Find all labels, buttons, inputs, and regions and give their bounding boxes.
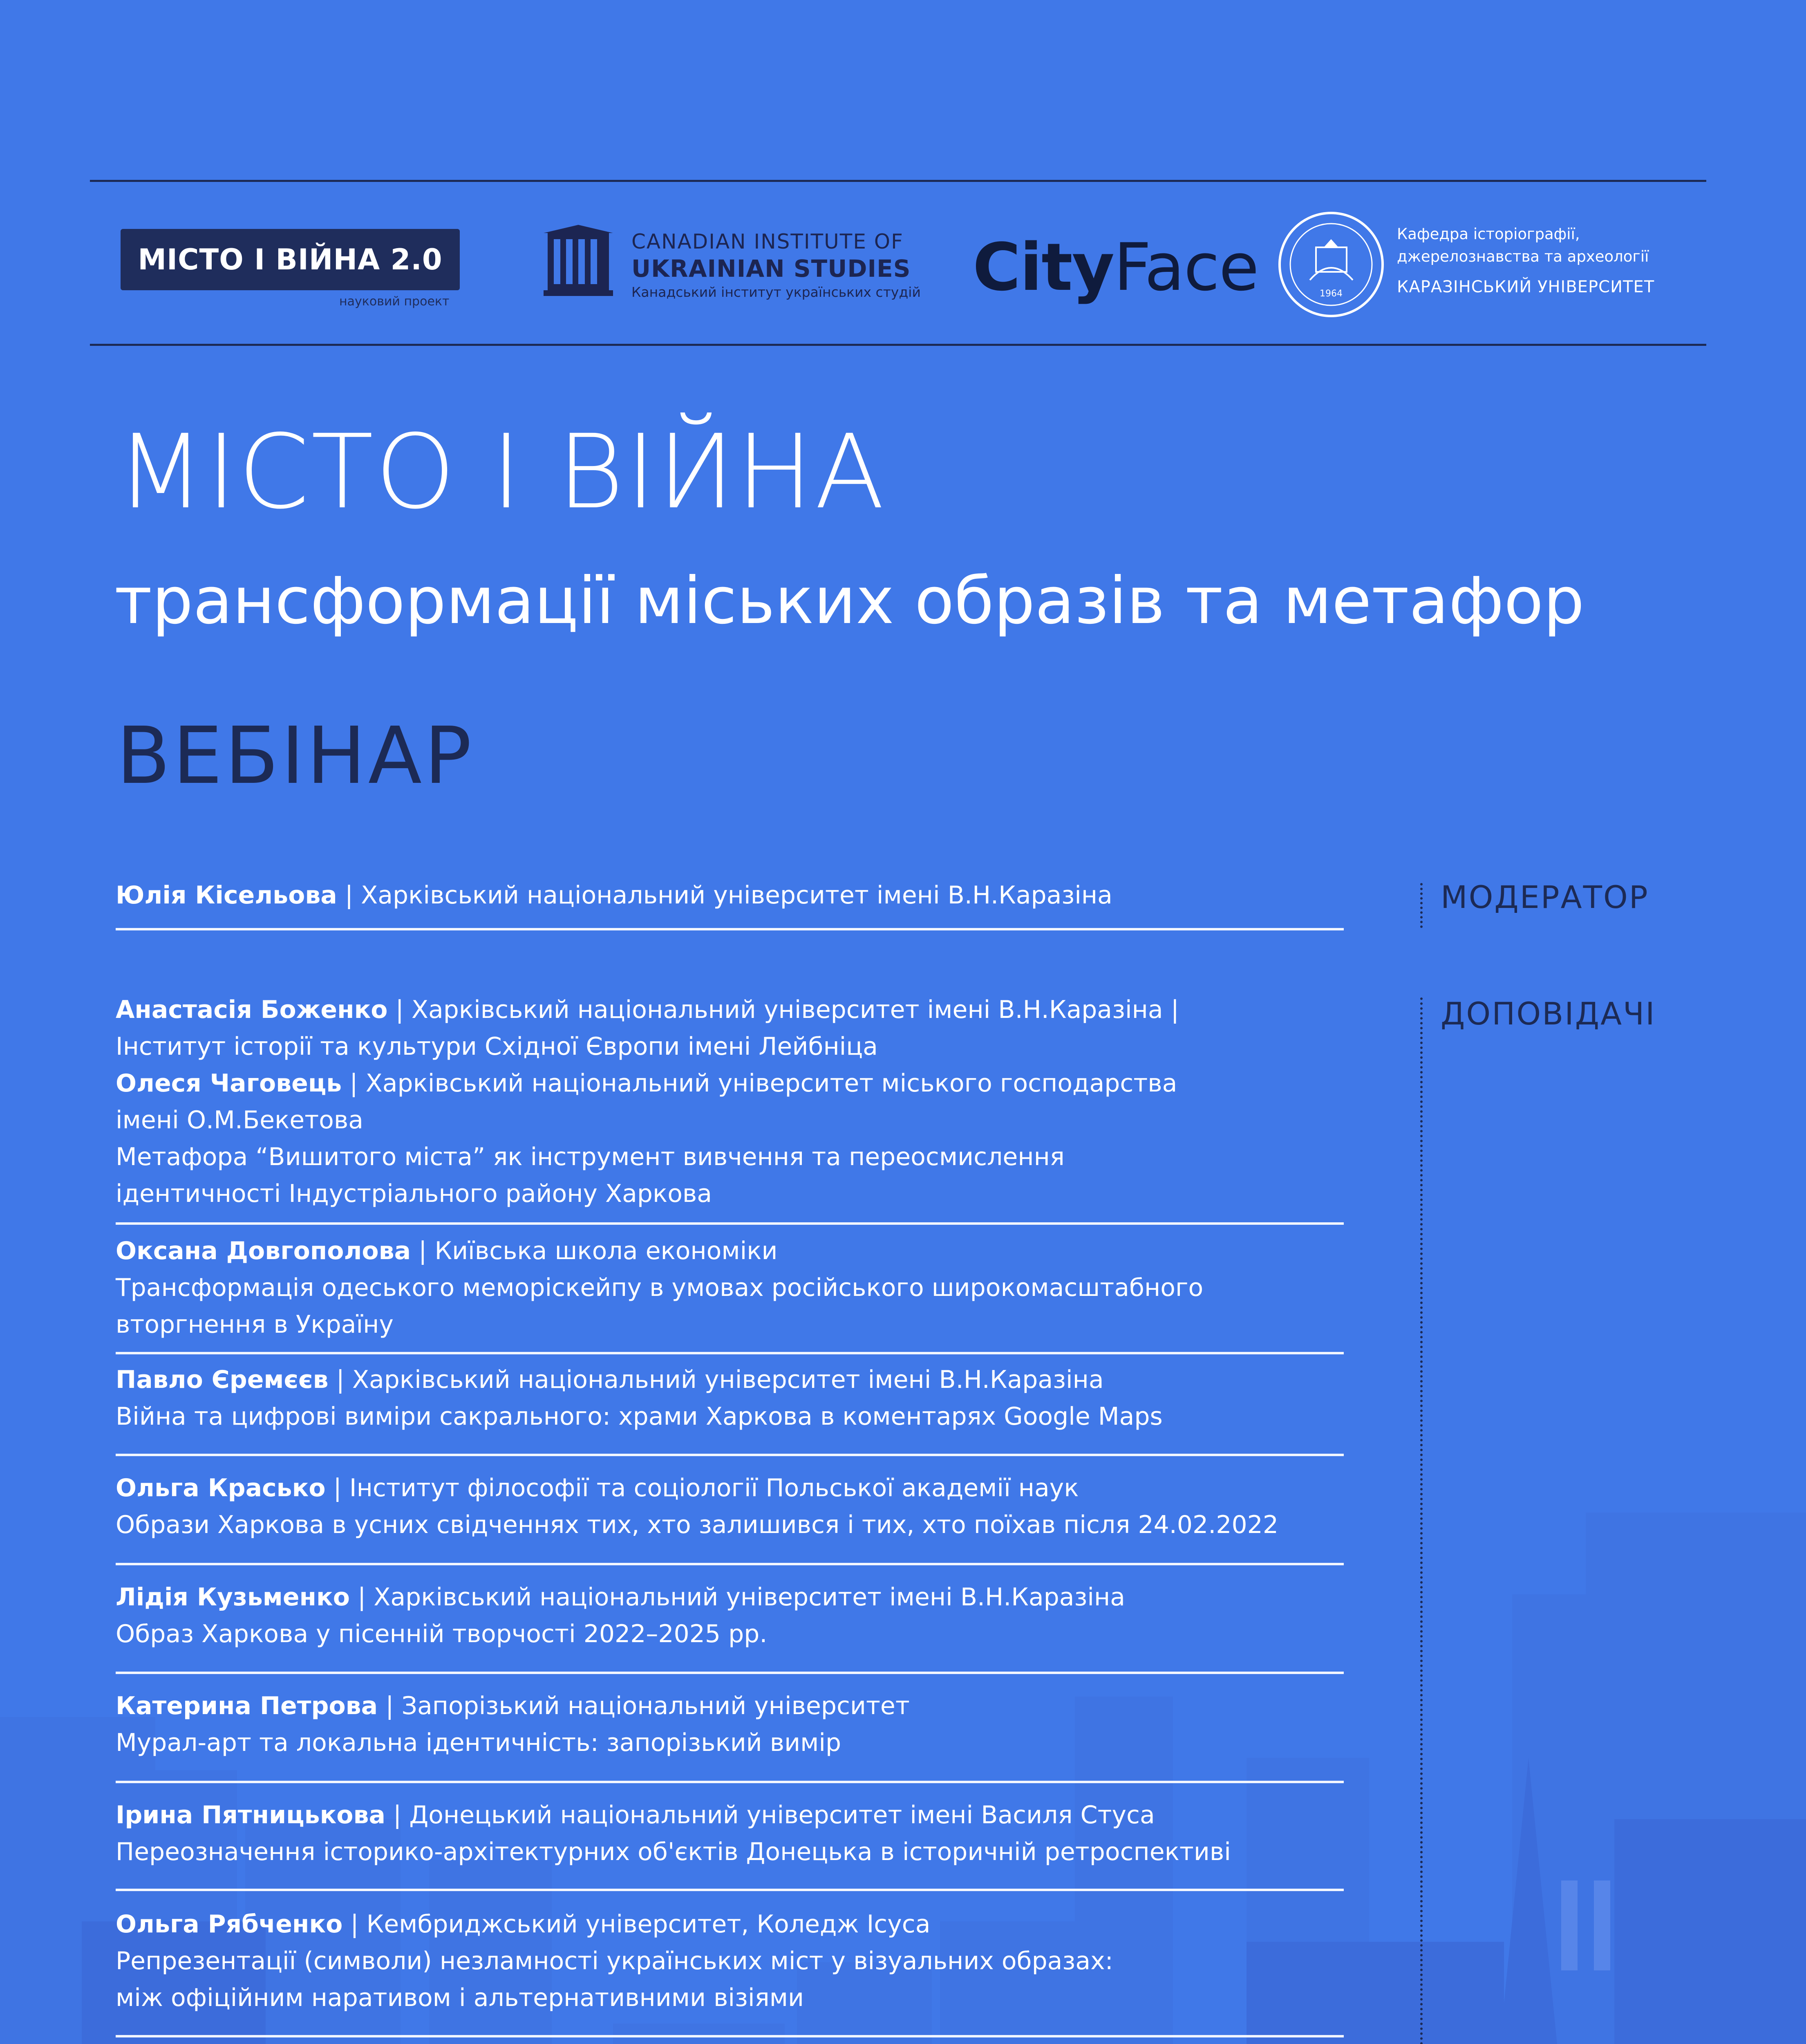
logo-bottom-rule <box>90 344 1706 346</box>
university-seal-icon <box>1277 211 1385 319</box>
moderator-name: Юлія Кісельова <box>116 881 337 910</box>
moderator-label: МОДЕРАТОР <box>1441 879 1649 915</box>
moderator-entry <box>116 877 1366 914</box>
cius-line1: CANADIAN INSTITUTE OF <box>631 230 904 253</box>
moderator-affiliation: | Харківський національний університет імені В.Н.Каразіна <box>337 881 1112 910</box>
cius-logo-text <box>631 229 921 302</box>
speakers-label: ДОПОВІДАЧІ <box>1441 995 1656 1032</box>
talk-title: Мурал-арт та локальна ідентичність: запорізький вимір <box>116 1728 841 1757</box>
talk-title-cont: ідентичності Індустріального району Харкова <box>116 1179 712 1208</box>
separator <box>116 2035 1344 2037</box>
talk-title: Репрезентації (символи) незламності українських міст у візуальних образах: <box>116 1947 1113 1975</box>
speaker-entry <box>116 991 1366 1212</box>
speaker-name: Олеся Чаговець <box>116 1069 342 1098</box>
separator <box>116 1889 1344 1891</box>
speaker-entry <box>116 1797 1366 1870</box>
speaker-entry <box>116 1906 1366 2016</box>
top-rule <box>90 180 1706 182</box>
speaker-affiliation: | Донецький національний університет імені Василя Стуса <box>385 1801 1155 1829</box>
speaker-name: Ольга Красько <box>116 1474 326 1502</box>
talk-title: Образи Харкова в усних свідченнях тих, хто залишився і тих, хто поїхав після 24.02.2022 <box>116 1511 1278 1539</box>
speaker-affiliation: | Харківський національний університет імені В.Н.Каразіна | <box>387 995 1179 1024</box>
speaker-entry <box>116 1470 1366 1543</box>
talk-title: Війна та цифрові виміри сакрального: храми Харкова в коментарях Google Maps <box>116 1402 1163 1431</box>
speaker-entry <box>116 1233 1366 1343</box>
speaker-affiliation-cont: Інститут історії та культури Східної Європи імені Лейбніца <box>116 1032 878 1061</box>
talk-title-cont: вторгнення в Україну <box>116 1310 394 1339</box>
speaker-name: Катерина Петрова <box>116 1692 378 1720</box>
speaker-affiliation: | Харківський національний університет міського господарства <box>342 1069 1177 1098</box>
department-university: КАРАЗІНСЬКИЙ УНІВЕРСИТЕТ <box>1397 278 1655 296</box>
speaker-name: Лідія Кузьменко <box>116 1583 350 1611</box>
speaker-affiliation-cont: імені О.М.Бекетова <box>116 1106 363 1134</box>
speaker-name: Ольга Рябченко <box>116 1910 343 1939</box>
separator <box>116 1563 1344 1565</box>
speaker-entry <box>116 1688 1366 1761</box>
seal-year: 1964 <box>1320 289 1343 299</box>
department-line2: джерелознавства та археології <box>1397 248 1649 265</box>
speaker-affiliation: | Запорізький національний університет <box>378 1692 910 1720</box>
talk-title: Трансформація одеського меморіскейпу в умовах російського широкомасштабного <box>116 1273 1204 1302</box>
separator <box>116 1454 1344 1456</box>
speaker-name: Павло Єремєєв <box>116 1365 329 1394</box>
separator <box>116 928 1344 930</box>
separator <box>116 1672 1344 1674</box>
separator <box>116 1352 1344 1354</box>
speaker-affiliation: | Інститут філософії та соціології Польської академії наук <box>325 1474 1079 1502</box>
cityface-logo <box>973 229 1258 305</box>
talk-title-cont: між офіційним наративом і альтернативними візіями <box>116 1983 804 2012</box>
project-badge-text: МІСТО І ВІЙНА 2.0 <box>138 243 443 276</box>
speakers-divider <box>1420 997 1423 2044</box>
speaker-name: Ірина Пятницькова <box>116 1801 385 1829</box>
talk-title: Метафора “Вишитого міста” як інструмент вивчення та переосмислення <box>116 1143 1065 1171</box>
speaker-name: Оксана Довгополова <box>116 1237 411 1265</box>
speaker-entry <box>116 1579 1366 1652</box>
separator <box>116 1781 1344 1783</box>
talk-title: Образ Харкова у пісенній творчості 2022–2025 рр. <box>116 1620 768 1648</box>
speaker-affiliation: | Харківський національний університет імені В.Н.Каразіна <box>349 1583 1126 1611</box>
department-line1: Кафедра історіографії, <box>1397 225 1580 243</box>
speaker-entry <box>116 1361 1366 1435</box>
separator <box>116 1222 1344 1225</box>
talk-title: Переозначення історико-архітектурних об'єктів Донецька в історичній ретроспективі <box>116 1838 1231 1866</box>
page-title: МІСТО І ВІЙНА <box>116 412 886 531</box>
cityface-light: Face <box>1114 229 1258 305</box>
speaker-name: Анастасія Боженко <box>116 995 388 1024</box>
cius-line2: UKRAINIAN STUDIES <box>631 255 911 282</box>
speaker-affiliation: | Харківський національний університет імені В.Н.Каразіна <box>328 1365 1104 1394</box>
event-type: ВЕБІНАР <box>116 710 474 802</box>
speaker-affiliation: | Кембриджський університет, Коледж Ісуса <box>342 1910 931 1939</box>
cius-building-icon <box>544 225 613 298</box>
project-badge-logo <box>121 229 460 290</box>
cius-line3: Канадський інститут українських студій <box>631 284 921 300</box>
cityface-bold: City <box>973 229 1114 305</box>
speaker-affiliation: | Київська школа економіки <box>411 1237 778 1265</box>
department-logo-text <box>1397 223 1654 298</box>
page-subtitle: трансформації міських образів та метафор <box>114 563 1584 639</box>
project-badge-subtitle: науковий проект <box>339 294 450 309</box>
moderator-divider <box>1420 883 1423 928</box>
